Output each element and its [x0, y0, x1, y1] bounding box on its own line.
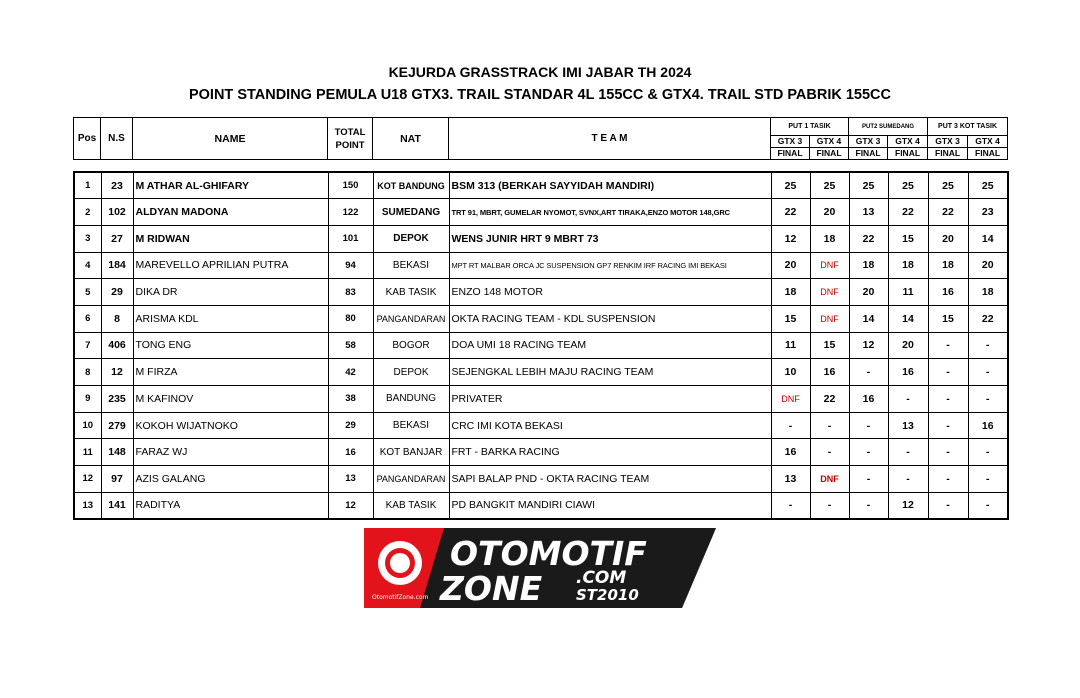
cell-nat: KOT BANJAR	[373, 439, 449, 466]
cell-score: 15	[888, 225, 928, 252]
cell-name: ARISMA KDL	[133, 305, 328, 332]
logo-suffix: .COM	[576, 568, 627, 588]
cell-score: 20	[771, 252, 810, 279]
cell-score: 15	[771, 305, 810, 332]
table-row	[74, 359, 1008, 386]
cell-name: M FIRZA	[133, 359, 328, 386]
cell-score: 25	[928, 172, 968, 199]
cell-team: PRIVATER	[449, 386, 771, 413]
table-row	[74, 332, 1008, 359]
cell-name: MAREVELLO APRILIAN PUTRA	[133, 252, 328, 279]
cell-score: -	[968, 466, 1008, 493]
table-row	[74, 252, 1008, 279]
cell-score: -	[928, 439, 968, 466]
cell-nat: KAB TASIK	[373, 492, 449, 519]
page-title: KEJURDA GRASSTRACK IMI JABAR TH 2024	[388, 64, 692, 80]
cell-name: M ATHAR AL-GHIFARY	[133, 172, 328, 199]
cell-nat: BEKASI	[373, 252, 449, 279]
cell-score: -	[888, 439, 928, 466]
cell-score: 11	[771, 332, 810, 359]
page-subtitle: POINT STANDING PEMULA U18 GTX3. TRAIL STANDAR 4L 155CC & GTX4. TRAIL STD PABRIK 155CC	[188, 87, 891, 103]
cell-team: MPT RT MALBAR ORCA JC SUSPENSION GP7 RENKIM IRF RACING IMI BEKASI	[449, 252, 771, 279]
cell-nat: BANDUNG	[373, 386, 449, 413]
cell-score: -	[968, 386, 1008, 413]
header-team: T E A M	[449, 118, 771, 160]
cell-ns: 184	[101, 252, 133, 279]
cell-score: 16	[810, 359, 849, 386]
header-put2: PUT2 SUMEDANG	[849, 118, 928, 136]
cell-score: 12	[888, 492, 928, 519]
cell-score: 18	[968, 279, 1008, 306]
cell-team: CRC IMI KOTA BEKASI	[449, 412, 771, 439]
cell-team: OKTA RACING TEAM - KDL SUSPENSION	[449, 305, 771, 332]
cell-score: -	[928, 332, 968, 359]
cell-total: 16	[328, 439, 373, 466]
cell-score: 18	[849, 252, 888, 279]
cell-score: 12	[849, 332, 888, 359]
header-final: FINAL	[888, 148, 928, 160]
cell-score: -	[928, 386, 968, 413]
header-put3: PUT 3 KOT TASIK	[928, 118, 1008, 136]
cell-ns: 97	[101, 466, 133, 493]
cell-team: TRT 91, MBRT, GUMELAR NYOMOT, SVNX,ART TIRAKA,ENZO MOTOR 148,GRC	[449, 199, 771, 226]
logo-est: ST2010	[576, 586, 639, 604]
cell-score: 16	[771, 439, 810, 466]
cell-pos: 1	[74, 172, 101, 199]
header-gtx4: GTX 4	[968, 136, 1008, 148]
cell-score: -	[771, 412, 810, 439]
cell-score: -	[968, 439, 1008, 466]
cell-team: DOA UMI 18 RACING TEAM	[449, 332, 771, 359]
table-row	[74, 439, 1008, 466]
cell-ns: 406	[101, 332, 133, 359]
otomotifzone-logo	[364, 528, 716, 608]
cell-score: 22	[771, 199, 810, 226]
cell-pos: 2	[74, 199, 101, 226]
table-row	[74, 466, 1008, 493]
cell-ns: 12	[101, 359, 133, 386]
cell-score: 20	[849, 279, 888, 306]
table-row	[74, 386, 1008, 413]
cell-score: DNF	[771, 386, 810, 413]
cell-name: M KAFINOV	[133, 386, 328, 413]
cell-name: KOKOH WIJATNOKO	[133, 412, 328, 439]
table-row	[74, 199, 1008, 226]
cell-score: -	[849, 359, 888, 386]
cell-total: 13	[328, 466, 373, 493]
cell-pos: 4	[74, 252, 101, 279]
header-nat: NAT	[373, 118, 449, 160]
cell-score: 18	[928, 252, 968, 279]
cell-team: SAPI BALAP PND - OKTA RACING TEAM	[449, 466, 771, 493]
cell-score: 14	[888, 305, 928, 332]
header-gtx3: GTX 3	[928, 136, 968, 148]
cell-score: 13	[888, 412, 928, 439]
cell-team: PD BANGKIT MANDIRI CIAWI	[449, 492, 771, 519]
cell-score: DNF	[810, 252, 849, 279]
cell-pos: 3	[74, 225, 101, 252]
cell-score: 10	[771, 359, 810, 386]
cell-nat: PANGANDARAN	[373, 305, 449, 332]
cell-total: 29	[328, 412, 373, 439]
header-total	[328, 118, 373, 160]
cell-nat: PANGANDARAN	[373, 466, 449, 493]
cell-total: 122	[328, 199, 373, 226]
cell-nat: BOGOR	[373, 332, 449, 359]
cell-score: 18	[888, 252, 928, 279]
cell-score: 22	[968, 305, 1008, 332]
table-row	[74, 492, 1008, 519]
logo-line1: OTOMOTIF	[450, 534, 647, 573]
cell-pos: 6	[74, 305, 101, 332]
header-final: FINAL	[968, 148, 1008, 160]
cell-score: 22	[928, 199, 968, 226]
cell-score: 20	[810, 199, 849, 226]
header-pos: Pos	[74, 118, 101, 160]
table-row	[74, 225, 1008, 252]
cell-score: 22	[849, 225, 888, 252]
cell-team: BSM 313 (BERKAH SAYYIDAH MANDIRI)	[449, 172, 771, 199]
cell-total: 12	[328, 492, 373, 519]
cell-score: 16	[928, 279, 968, 306]
cell-pos: 12	[74, 466, 101, 493]
table-row	[74, 172, 1008, 199]
cell-score: 25	[849, 172, 888, 199]
header-gtx3: GTX 3	[771, 136, 810, 148]
cell-score: DNF	[810, 279, 849, 306]
cell-ns: 148	[101, 439, 133, 466]
table-row	[74, 305, 1008, 332]
cell-score: 16	[968, 412, 1008, 439]
cell-score: 16	[888, 359, 928, 386]
standings-table	[73, 171, 1009, 520]
cell-ns: 8	[101, 305, 133, 332]
cell-nat: DEPOK	[373, 225, 449, 252]
cell-team: FRT - BARKA RACING	[449, 439, 771, 466]
cell-score: -	[849, 439, 888, 466]
cell-score: 15	[928, 305, 968, 332]
logo-line2: ZONE	[440, 569, 543, 608]
header-gtx3: GTX 3	[849, 136, 888, 148]
cell-nat: SUMEDANG	[373, 199, 449, 226]
cell-nat: DEPOK	[373, 359, 449, 386]
cell-score: 18	[810, 225, 849, 252]
header-final: FINAL	[810, 148, 849, 160]
cell-total: 42	[328, 359, 373, 386]
header-final: FINAL	[928, 148, 968, 160]
cell-score: 20	[928, 225, 968, 252]
cell-name: M RIDWAN	[133, 225, 328, 252]
cell-name: ALDYAN MADONA	[133, 199, 328, 226]
cell-team: WENS JUNIR HRT 9 MBRT 73	[449, 225, 771, 252]
cell-score: 13	[771, 466, 810, 493]
cell-score: 12	[771, 225, 810, 252]
cell-score: -	[810, 412, 849, 439]
cell-total: 38	[328, 386, 373, 413]
cell-ns: 141	[101, 492, 133, 519]
cell-score: 22	[888, 199, 928, 226]
cell-name: TONG ENG	[133, 332, 328, 359]
cell-pos: 13	[74, 492, 101, 519]
cell-score: -	[968, 359, 1008, 386]
cell-ns: 29	[101, 279, 133, 306]
cell-score: -	[849, 412, 888, 439]
cell-score: -	[888, 386, 928, 413]
cell-score: 18	[771, 279, 810, 306]
cell-score: -	[968, 492, 1008, 519]
cell-score: 13	[849, 199, 888, 226]
cell-score: 11	[888, 279, 928, 306]
logo-small-text: OtomotifZone.com	[372, 594, 429, 601]
cell-score: -	[810, 439, 849, 466]
header-gtx4: GTX 4	[810, 136, 849, 148]
cell-pos: 8	[74, 359, 101, 386]
cell-name: AZIS GALANG	[133, 466, 328, 493]
cell-score: 14	[849, 305, 888, 332]
header-ns: N.S	[101, 118, 133, 160]
cell-score: -	[928, 412, 968, 439]
cell-total: 150	[328, 172, 373, 199]
cell-score: 25	[810, 172, 849, 199]
cell-score: -	[771, 492, 810, 519]
cell-ns: 23	[101, 172, 133, 199]
cell-total: 58	[328, 332, 373, 359]
cell-pos: 7	[74, 332, 101, 359]
cell-name: RADITYA	[133, 492, 328, 519]
cell-score: -	[968, 332, 1008, 359]
cell-total: 101	[328, 225, 373, 252]
table-row	[74, 412, 1008, 439]
header-name: NAME	[133, 118, 328, 160]
cell-ns: 102	[101, 199, 133, 226]
cell-nat: KAB TASIK	[373, 279, 449, 306]
table-row	[74, 279, 1008, 306]
cell-score: 20	[888, 332, 928, 359]
logo-circle-core	[390, 553, 410, 573]
cell-total: 83	[328, 279, 373, 306]
cell-score: -	[928, 359, 968, 386]
cell-team: ENZO 148 MOTOR	[449, 279, 771, 306]
cell-score: 14	[968, 225, 1008, 252]
cell-pos: 11	[74, 439, 101, 466]
standings-header	[73, 117, 1008, 160]
cell-score: -	[849, 492, 888, 519]
cell-ns: 279	[101, 412, 133, 439]
cell-pos: 10	[74, 412, 101, 439]
cell-score: -	[928, 492, 968, 519]
cell-score: DNF	[810, 466, 849, 493]
cell-nat: KOT BANDUNG	[373, 172, 449, 199]
header-put1: PUT 1 TASIK	[771, 118, 849, 136]
cell-pos: 5	[74, 279, 101, 306]
cell-score: 25	[888, 172, 928, 199]
cell-score: 25	[771, 172, 810, 199]
cell-team: SEJENGKAL LEBIH MAJU RACING TEAM	[449, 359, 771, 386]
header-gtx4: GTX 4	[888, 136, 928, 148]
cell-ns: 235	[101, 386, 133, 413]
cell-name: FARAZ WJ	[133, 439, 328, 466]
header-total-line2: POINT	[335, 139, 365, 151]
cell-score: 16	[849, 386, 888, 413]
cell-name: DIKA DR	[133, 279, 328, 306]
header-total-line1: TOTAL	[334, 126, 366, 138]
header-final: FINAL	[849, 148, 888, 160]
header-final: FINAL	[771, 148, 810, 160]
cell-score: 15	[810, 332, 849, 359]
cell-score: 22	[810, 386, 849, 413]
cell-score: DNF	[810, 305, 849, 332]
cell-pos: 9	[74, 386, 101, 413]
cell-total: 80	[328, 305, 373, 332]
cell-ns: 27	[101, 225, 133, 252]
cell-score: -	[849, 466, 888, 493]
cell-score: -	[888, 466, 928, 493]
cell-score: 23	[968, 199, 1008, 226]
cell-score: 25	[968, 172, 1008, 199]
cell-score: -	[928, 466, 968, 493]
cell-score: 20	[968, 252, 1008, 279]
cell-total: 94	[328, 252, 373, 279]
cell-score: -	[810, 492, 849, 519]
cell-nat: BEKASI	[373, 412, 449, 439]
